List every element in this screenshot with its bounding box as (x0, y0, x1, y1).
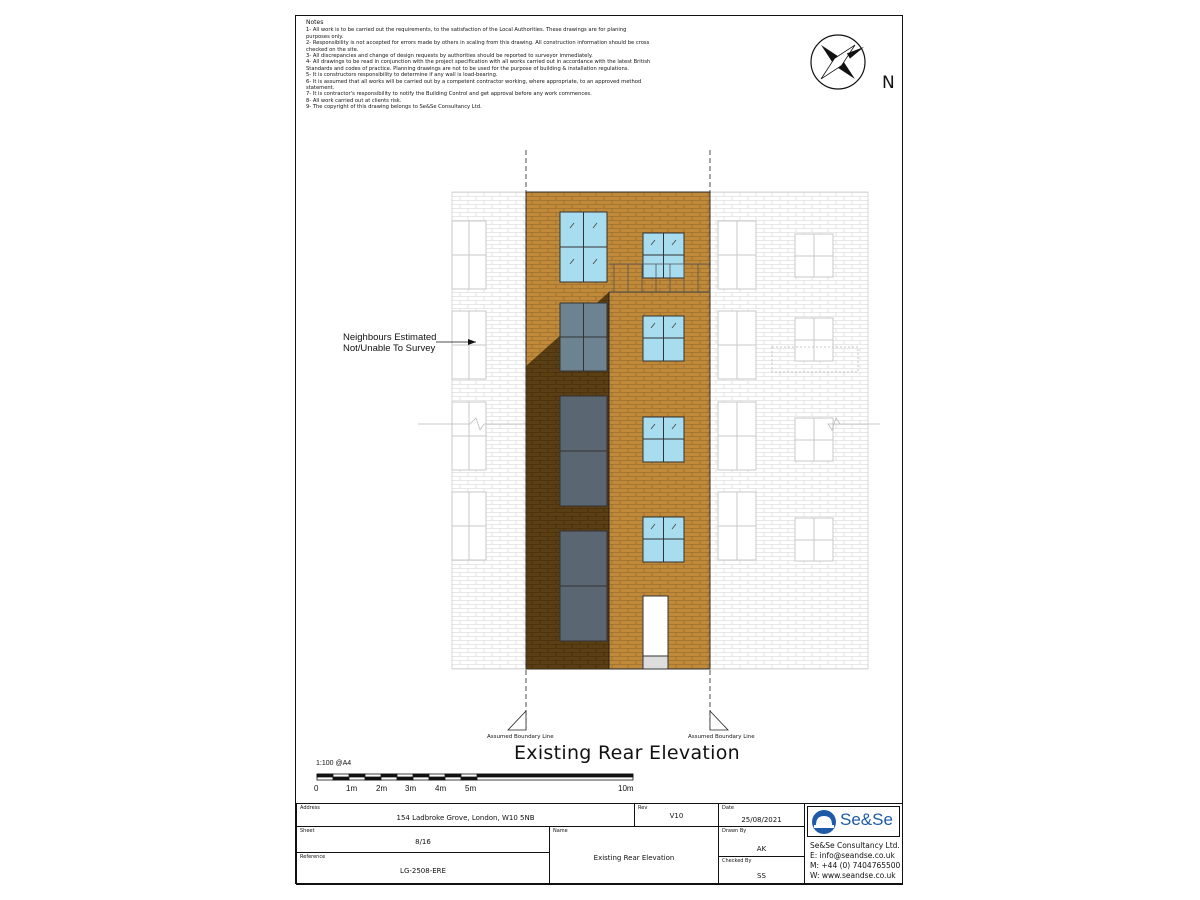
note-item: 5- It is constructors responsibility to determine if any wall is load-bearing. (306, 72, 498, 79)
boundary-marker-left (508, 711, 526, 730)
sheet-cell (296, 826, 550, 853)
date-value: 25/08/2021 (741, 816, 782, 824)
drawn-cell (718, 826, 805, 857)
company-phone: M: +44 (0) 7404765500 (810, 861, 901, 870)
boundary-label-right: Assumed Boundary Line (688, 734, 755, 740)
company-email: E: info@seandse.co.uk (810, 851, 895, 860)
neighbours-label (343, 332, 436, 354)
company-cell (804, 803, 903, 885)
hardhat-icon (810, 809, 838, 835)
notes-title: Notes (306, 19, 324, 26)
north-arrow-icon (811, 35, 865, 89)
note-item: 8- All work carried out at clients risk. (306, 97, 402, 104)
scale-bar (317, 774, 633, 780)
scale-mark: 3m (405, 784, 417, 793)
note-item: 9- The copyright of this drawing belongs to Se&Se Consultancy Ltd. (306, 104, 482, 111)
boundary-marker-right (710, 711, 728, 730)
note-item: 6- It is assumed that all works will be carried out by a competent contractor working, where appropriate, to an approved method statement. (306, 78, 642, 92)
scale-mark: 5m (465, 784, 477, 793)
scale-label: 1:100 @A4 (316, 760, 352, 767)
address-value: 154 Ladbroke Grove, London, W10 5NB (396, 814, 535, 822)
date-label: Date (722, 805, 734, 811)
name-label: Name (553, 828, 568, 834)
note-item: 3- All discrepancies and change of design requests by authorities should be reported to surveyor immediately. (306, 53, 593, 60)
reference-label: Reference (300, 854, 326, 860)
name-value: Existing Rear Elevation (593, 854, 675, 862)
checked-cell (718, 856, 805, 885)
reference-value: LG-2508-ERE (400, 867, 446, 875)
sheet-value: 8/16 (415, 838, 431, 846)
note-item: 2- Responsibility is not accepted for errors made by others in scaling from this drawing. All construction information should be cross checked on the site. (306, 40, 650, 53)
neighbours-label-line1: Neighbours Estimated (343, 332, 437, 343)
rev-value: V10 (669, 812, 684, 820)
drawn-label: Drawn By (722, 828, 747, 834)
address-label: Address (300, 805, 320, 811)
name-cell (549, 826, 719, 885)
scale-mark: 10m (618, 784, 634, 793)
scale-mark: 0 (314, 784, 319, 793)
rev-cell (634, 803, 719, 827)
drawing-title: Existing Rear Elevation (514, 742, 740, 764)
date-cell (718, 803, 805, 827)
scale-mark: 4m (435, 784, 447, 793)
sheet-label: Sheet (300, 828, 315, 834)
checked-value: SS (757, 872, 766, 880)
boundary-label-left: Assumed Boundary Line (487, 734, 554, 740)
checked-label: Checked By (722, 858, 752, 864)
neighbours-label-line2: Not/Unable To Survey (343, 343, 436, 354)
scale-mark: 2m (376, 784, 388, 793)
logo-text: Se&Se (840, 810, 893, 829)
company-name: Se&Se Consultancy Ltd. (810, 841, 900, 850)
note-item: 7- It is contractor's responsibility to notify the Building Control and get approval before any work commences. (306, 91, 592, 98)
note-item: 1- All work is to be carried out the requirements, to the satisfaction of the Local Authorities. These drawings are for planing purposes only. (306, 27, 627, 40)
company-web: W: www.seandse.co.uk (810, 871, 896, 880)
drawn-value: AK (756, 845, 767, 853)
north-label: N (882, 73, 895, 93)
reference-cell (296, 852, 550, 885)
note-item: 4- All drawings to be read in conjunction with the project specification with all works carried out in accordance with the latest British Standards and codes of practice. Planning drawings are not to be used for the purpose of building & installation regulations. (306, 59, 651, 72)
address-cell (296, 803, 635, 827)
scale-mark: 1m (346, 784, 358, 793)
company-logo (807, 806, 900, 837)
rev-label: Rev (638, 805, 648, 811)
